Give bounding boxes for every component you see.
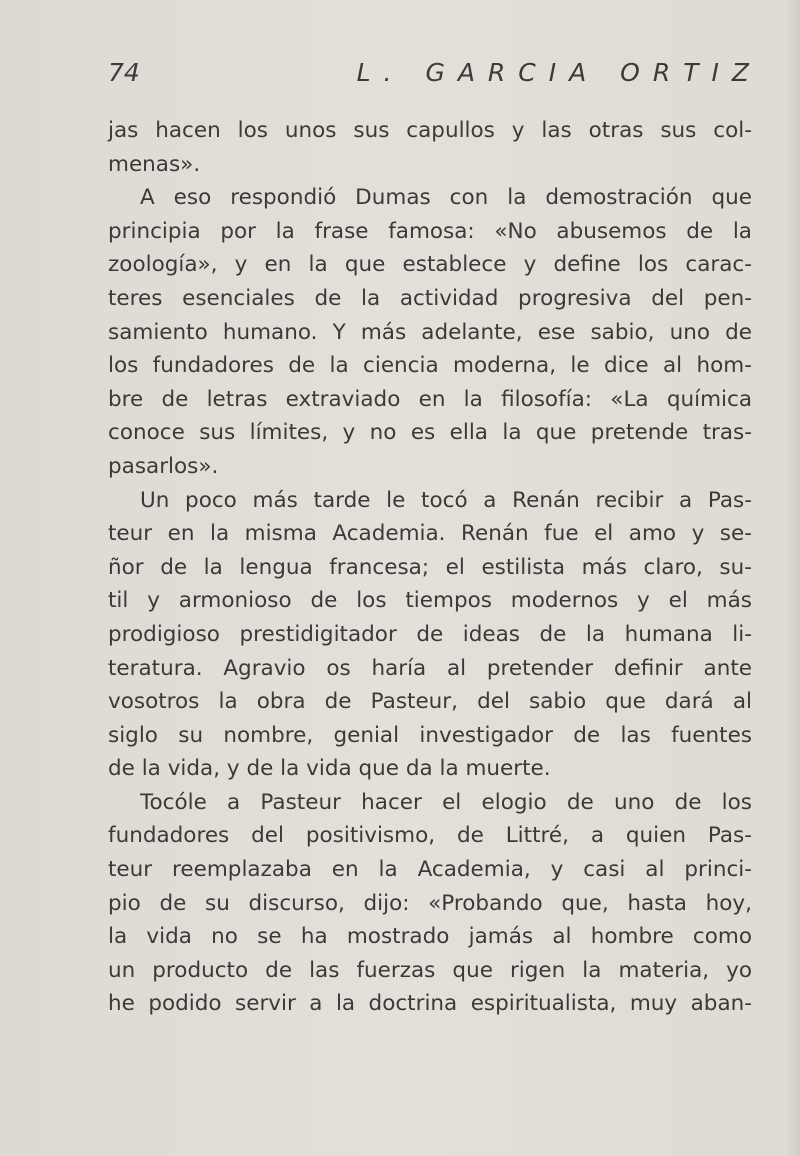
page-number: 74	[108, 58, 140, 87]
text-line: he podido servir a la doctrina espiritualista, muy aban-	[108, 991, 752, 1017]
text-line: prodigioso prestidigitador de ideas de la humana li-	[108, 621, 752, 647]
text-line: til y armonioso de los tiempos modernos y el más	[108, 588, 752, 614]
page-edge-shadow	[786, 0, 800, 1156]
text-line: ñor de la lengua francesa; el estilista más claro, su-	[108, 554, 752, 580]
text-line: siglo su nombre, genial investigador de las fuentes	[108, 722, 752, 748]
text-line: teres esenciales de la actividad progresiva del pen-	[108, 285, 752, 311]
text-line: conoce sus límites, y no es ella la que pretende tras-	[108, 420, 752, 446]
text-line: samiento humano. Y más adelante, ese sabio, uno de	[108, 319, 752, 345]
text-line: los fundadores de la ciencia moderna, le dice al hom-	[108, 353, 752, 379]
text-line: teratura. Agravio os haría al pretender definir ante	[108, 655, 752, 681]
text-line: Tocóle a Pasteur hacer el elogio de uno de los	[140, 789, 752, 815]
text-line: teur reemplazaba en la Academia, y casi al princi-	[108, 857, 752, 883]
text-line: pasarlos».	[108, 453, 219, 479]
text-line: de la vida, y de la vida que da la muerte.	[108, 756, 551, 782]
running-head: L. GARCIA ORTIZ	[356, 58, 762, 87]
text-line: zoología», y en la que establece y define los carac-	[108, 252, 752, 278]
text-line: principia por la frase famosa: «No abusemos de la	[108, 218, 752, 244]
text-line: bre de letras extraviado en la filosofía: «La química	[108, 386, 752, 412]
text-line: A eso respondió Dumas con la demostración que	[140, 185, 752, 211]
text-line: fundadores del positivismo, de Littré, a quien Pas-	[108, 823, 752, 849]
text-line: un producto de las fuerzas que rigen la materia, yo	[108, 957, 752, 983]
body-text	[108, 114, 752, 1021]
page-header	[108, 58, 762, 92]
text-line: menas».	[108, 151, 201, 177]
text-line: la vida no se ha mostrado jamás al hombre como	[108, 924, 752, 950]
text-line: teur en la misma Academia. Renán fue el amo y se-	[108, 521, 752, 547]
text-line: Un poco más tarde le tocó a Renán recibir a Pas-	[140, 487, 752, 513]
text-line: pio de su discurso, dijo: «Probando que, hasta hoy,	[108, 890, 752, 916]
text-line: vosotros la obra de Pasteur, del sabio que dará al	[108, 689, 752, 715]
text-line: jas hacen los unos sus capullos y las otras sus col-	[108, 118, 752, 143]
